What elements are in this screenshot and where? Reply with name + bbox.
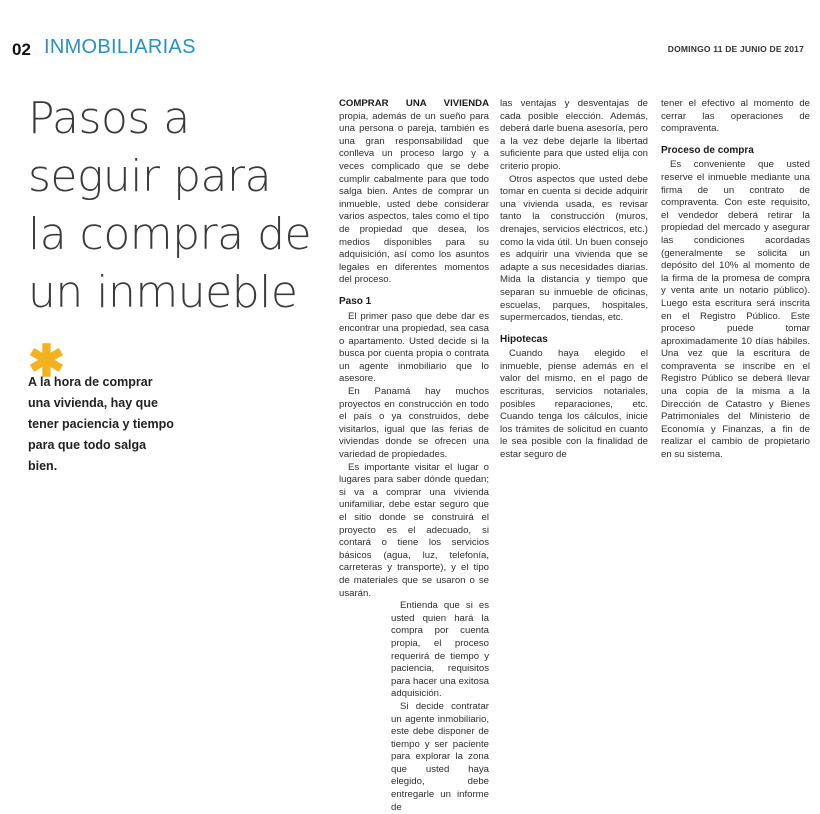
paragraph: El primer paso que debe dar es encontrar una propiedad, sea casa o apartamento. Usted decide si la busca por cuenta propia o contrata un agente inmobiliario que lo asesore.: [339, 310, 489, 385]
asterisk-icon: ✱: [28, 337, 65, 386]
paragraph: Cuando haya elegido el inmueble, piense además en el valor del mismo, en el pago de escrituras, servicios notariales, posibles reparaciones, etc. Cuando tenga los cálculos, inicie los trámites de solicitud en cuanto le sea posible con la finalidad de estar seguro de: [500, 348, 648, 461]
intro-text: propia, además de un sueño para una persona o pareja, también es una gran responsabilidad que conlleva un proceso largo y a veces complicado que se debe cumplir cabalmente para que todo salga bien. Antes de comprar un inmueble, usted debe considerar varios aspectos, tales como el tipo de propiedad que desea, los medios disponibles para su adquisición, así como los asuntos legales en diferentes momentos del proceso.: [339, 110, 489, 286]
article-column-2: [500, 98, 648, 462]
headline-line: la compra de: [28, 209, 312, 260]
subhead-proceso-de-compra: Proceso de compra: [661, 144, 754, 156]
headline-line: un inmueble: [28, 267, 298, 318]
paragraph: En Panamá hay muchos proyectos en construcción en todo el país o ya construidos, debe visitarlos, igual que las ferias de viviendas donde se ofrecen una variedad de propiedades.: [339, 386, 489, 461]
paragraph: Si decide contratar un agente inmobiliario, este debe disponer de tiempo y ser paciente para explorar la zona que usted haya elegido, debe entregarle un informe de: [391, 700, 489, 813]
headline-line: Pasos a: [28, 93, 190, 144]
paragraph: tener el efectivo al momento de cerrar las operaciones de compraventa.: [661, 98, 810, 135]
issue-date: DOMINGO 11 DE JUNIO DE 2017: [667, 44, 804, 54]
paragraph: Entienda que si es usted quien hará la compra por cuenta propia, el proceso requerirá de tiempo y paciencia, requisitos para hacer una exitosa adquisición.: [391, 600, 489, 700]
article-column-3: [661, 98, 810, 462]
subhead-hipotecas: Hipotecas: [500, 333, 548, 345]
headline-line: seguir para: [28, 151, 272, 202]
headline: [28, 90, 323, 322]
lead-in: COMPRAR UNA VIVIENDA: [339, 98, 489, 109]
article-column-1: [339, 98, 489, 814]
page-header: [12, 36, 804, 64]
paragraph: Es importante visitar el lugar o lugares para saber dónde quedan; si va a comprar una vivienda unifamiliar, debe estar seguro que el sitio donde se construirá el proyecto es el adecuado, si contará o tiene los servicios básicos (agua, luz, telefonía, carreteras y transporte), y el tipo de materiales que se usaron o se usarán.: [339, 461, 489, 599]
paragraph: Es conveniente que usted reserve el inmueble mediante una firma de un contrato de compraventa. Con este requisito, el vendedor deberá retirar la propiedad del mercado y asegurar las condiciones acordadas (generalmente se solicita un depósito del 10% al momento de la firma de la promesa de compra y venta ante un notario público). Luego esta escritura será inscrita en el Registro Público. Este proceso puede tomar aproximadamente 10 días hábiles. Una vez que la escritura de compraventa se inscribe en el Registro Público se deberá llevar una copia de la misma a la Dirección de Catastro y Bienes Patrimoniales del Ministerio de Economía y Finanzas, a fin de realizar el cambio de propietario en su sistema.: [661, 159, 810, 461]
subhead-paso-1: Paso 1: [339, 295, 372, 307]
intro-paragraph: [339, 98, 489, 287]
section-title: INMOBILIARIAS: [44, 36, 196, 58]
paragraph: Otros aspectos que usted debe tomar en cuenta si decide adquirir una vivienda usada, es revisar tanto la construcción (muros, drenajes, servicios eléctricos, etc.) como la vida útil. Un buen consejo es adquirir una vivienda que se adapte a sus necesidades diarias. Mida la distancia y tiempo que separan su inmueble de oficinas, escuelas, parques, hospitales, supermercados, tiendas, etc.: [500, 173, 648, 324]
page-number: 02: [12, 40, 31, 59]
lede-summary: A la hora de comprar una vivienda, hay que tener paciencia y tiempo para que todo salga bien.: [28, 375, 174, 473]
paragraph: las ventajas y desventajas de cada posible elección. Además, deberá darle buena asesoría, pero a la vez debe dejarle la libertad suficiente para que usted elija con criterio propio.: [500, 98, 648, 172]
